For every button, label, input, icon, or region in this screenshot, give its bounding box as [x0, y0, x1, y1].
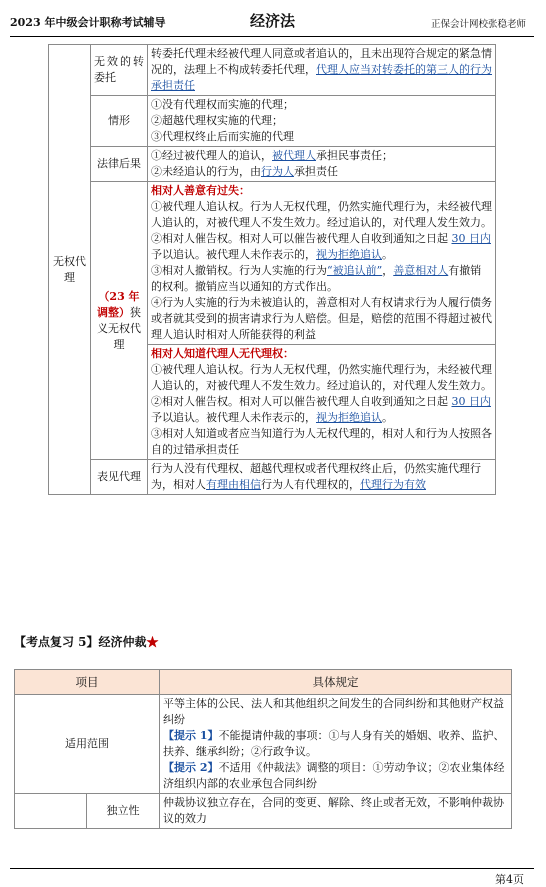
consequence-text: ①经过被代理人的追认，被代理人承担民事责任； ②未经追认的行为，由行为人承担责任	[148, 147, 496, 182]
page-header	[10, 6, 534, 36]
header-subject: 经济法	[250, 12, 296, 30]
star-icon: ★	[146, 635, 159, 649]
good-faith-section: 相对人善意有过失： ①被代理人追认权。行为人无权代理，仍然实施代理行为，未经被代理人追认的，对被代理人不发生效力。经过追认的，对代理人发生效力。 ②相对人催告权。相对人可以催告被代理人自收到通知之日起 30 日内予以追认。被代理人未作表示的，视为拒绝追认。 ③相对人撤销权。行为人实施的行为“被追认前”，善意相对人有撤销的权利。撤销应当以通知的方式作出。 ④行为人实施的行为未被追认的，善意相对人有权请求行为人履行债务或者就其受到的损害请求行为人赔偿。但是，赔偿的范围不得超过被代理人追认时相对人所能获得的利益	[148, 182, 496, 345]
col-header-rules: 具体规定	[160, 670, 512, 695]
section-heading: 【考点复习 5】经济仲裁★	[14, 635, 159, 649]
header-teacher: 正保会计网校张稳老师	[430, 19, 526, 30]
scope-text: 平等主体的公民、法人和其他组织之间发生的合同纠纷和其他财产权益纠纷 【提示 1】不能提请仲裁的事项：①与人身有关的婚姻、收养、监护、扶养、继承纠纷；②行政争议。 【提示 2】不适用《仲裁法》调整的项目：①劳动争议；②农业集体经济组织内部的农业承包合同纠纷	[160, 695, 512, 794]
arbitration-table	[14, 669, 512, 829]
apparent-agency-label: 表见代理	[91, 460, 148, 495]
invalid-transfer-label: 无效的转委托	[91, 45, 148, 96]
page-number: 第4页	[495, 873, 524, 886]
col-header-item: 项目	[15, 670, 160, 695]
independence-text: 仲裁协议独立存在，合同的变更、解除、终止或者无效，不影响仲裁协议的效力	[160, 794, 512, 829]
header-course: 2023 年中级会计职称考试辅导	[10, 16, 166, 29]
scope-label: 适用范围	[15, 695, 160, 794]
unauthorized-agency-label: 无权代理	[49, 45, 91, 495]
invalid-transfer-text: 转委托代理未经被代理人同意或者追认的，且未出现符合规定的紧急情况的，法理上不构成转委托代理，代理人应当对转委托的第三人的行为承担责任	[148, 45, 496, 96]
agency-table	[48, 44, 496, 495]
independence-label: 独立性	[87, 794, 160, 829]
page-footer	[10, 868, 534, 886]
consequence-label: 法律后果	[91, 147, 148, 182]
situation-label: 情形	[91, 96, 148, 147]
header-rule	[10, 36, 534, 37]
apparent-agency-text: 行为人没有代理权、超越代理权或者代理权终止后，仍然实施代理行为，相对人有理由相信行为人有代理权的，代理行为有效	[148, 460, 496, 495]
situation-text: ①没有代理权而实施的代理； ②超越代理权实施的代理； ③代理权终止后而实施的代理	[148, 96, 496, 147]
knowing-section: 相对人知道代理人无代理权： ①被代理人追认权。行为人无权代理，仍然实施代理行为，未经被代理人追认的，对被代理人不发生效力。经过追认的，对代理人发生效力。 ②相对人催告权。相对人可以催告被代理人自收到通知之日起 30 日内予以追认。被代理人未作表示的，视为拒绝追认。 ③相对人知道或者应当知道行为人无权代理的，相对人和行为人按照各自的过错承担责任	[148, 345, 496, 460]
narrow-unauthorized-label: （23 年调整）狭义无权代理	[91, 182, 148, 460]
blank-cell	[15, 794, 87, 829]
